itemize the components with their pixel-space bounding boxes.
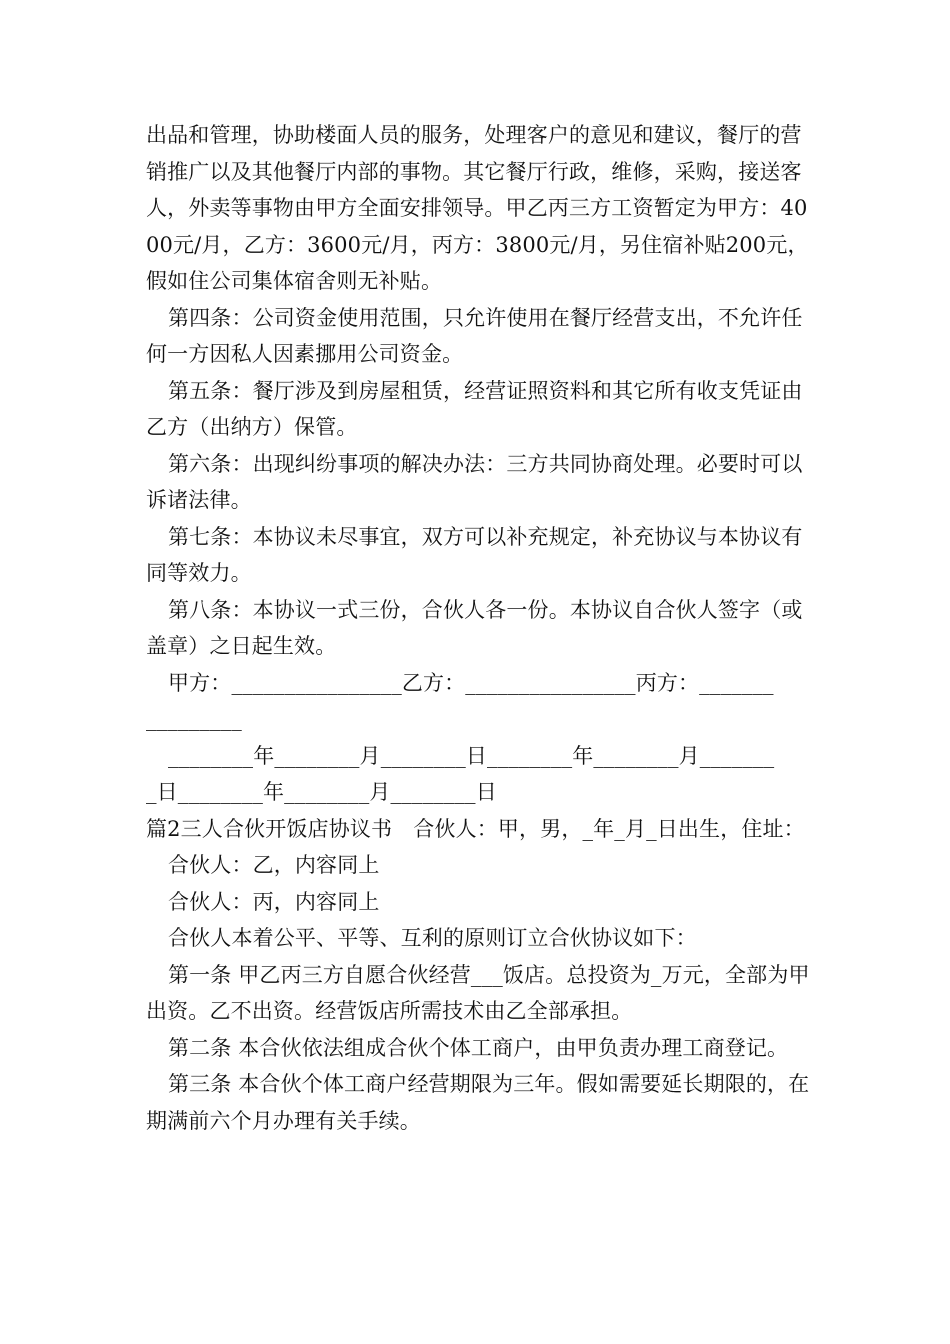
date-lines: ________年________月________日________年________月_______ _日________年________月________日 xyxy=(146,743,775,804)
paragraph-article-1: 第一条 甲乙丙三方自愿合伙经营___饭店。总投资为_万元，全部为甲出资。乙不出资。经营饭店所需技术由乙全部承担。 xyxy=(146,962,810,1023)
paragraph-wages: 出品和管理，协助楼面人员的服务，处理客户的意见和建议，餐厅的营销推广以及其他餐厅内部的事物。其它餐厅行政，维修，采购，接送客人，外卖等事物由甲方全面安排领导。甲乙丙三方工资暂定为甲方：4000元/月，乙方：3600元/月，丙方：3800元/月，另住宿补贴200元，假如住公司集体宿舍则无补贴。 xyxy=(146,123,809,293)
partner-b-line: 合伙人：乙，内容同上 xyxy=(168,853,380,877)
paragraph-article-5: 第五条：餐厅涉及到房屋租赁，经营证照资料和其它所有收支凭证由乙方（出纳方）保管。 xyxy=(146,378,803,439)
paragraph-article-4: 第四条：公司资金使用范围，只允许使用在餐厅经营支出，不允许任何一方因私人因素挪用公司资金。 xyxy=(146,305,803,366)
principles-line: 合伙人本着公平、平等、互利的原则订立合伙协议如下： xyxy=(168,926,697,950)
paragraph-article-3: 第三条 本合伙个体工商户经营期限为三年。假如需要延长期限的，在期满前六个月办理有关手续。 xyxy=(146,1072,810,1133)
paragraph-article-8: 第八条：本协议一式三份，合伙人各一份。本协议自合伙人签字（或盖章）之日起生效。 xyxy=(146,597,803,658)
document-body xyxy=(146,117,810,1139)
paragraph-article-7: 第七条：本协议未尽事宜，双方可以补充规定，补充协议与本协议有同等效力。 xyxy=(146,524,803,585)
section-2-heading: 篇2三人合伙开饭店协议书 合伙人：甲，男，_年_月_日出生，住址： xyxy=(146,816,805,841)
signature-lines: 甲方：________________乙方：________________丙方：_______ _________ xyxy=(146,670,774,731)
paragraph-article-2: 第二条 本合伙依法组成合伙个体工商户，由甲负责办理工商登记。 xyxy=(168,1035,789,1060)
partner-c-line: 合伙人：丙，内容同上 xyxy=(168,889,380,914)
paragraph-article-6: 第六条：出现纠纷事项的解决办法：三方共同协商处理。必要时可以诉诸法律。 xyxy=(146,451,803,512)
